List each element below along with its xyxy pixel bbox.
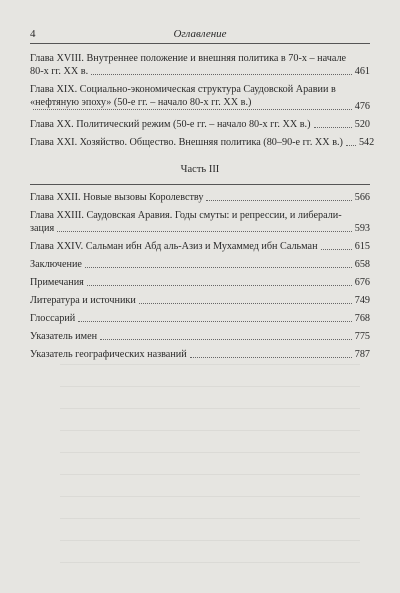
- toc-page-number: 520: [354, 119, 370, 130]
- toc-entry-title: Глава XXII. Новые вызовы Королевству: [30, 192, 204, 203]
- toc-entry-title: Глава XIX. Социально-экономическая структура Саудовской Аравии в «нефтяную эпоху» (50-е гг. – начало 80-х гг. XX в.): [30, 84, 336, 108]
- toc-entry: [30, 240, 370, 253]
- toc-entry: [30, 294, 370, 307]
- toc-page-number: 461: [354, 66, 370, 77]
- toc-entry: [30, 83, 370, 113]
- leader-dots: [85, 267, 352, 268]
- leader-dots: [78, 321, 351, 322]
- toc-entry-title: Глоссарий: [30, 313, 76, 324]
- toc-entry: [30, 276, 370, 289]
- leader-dots: [33, 109, 352, 110]
- toc-entry-title: Глава XXIII. Саудовская Аравия. Годы смуты: и репрессии, и либерали-: [30, 210, 342, 221]
- toc-entry-title: Указатель имен: [30, 331, 98, 342]
- toc-list-top: [30, 52, 375, 149]
- leader-dots: [100, 339, 352, 340]
- toc-page-number: 476: [354, 101, 370, 112]
- running-title: Оглавление: [173, 28, 227, 40]
- table-of-contents: [30, 52, 375, 366]
- part-rule: [30, 184, 370, 185]
- toc-page-number: 787: [354, 349, 370, 360]
- leader-dots: [139, 303, 352, 304]
- toc-entry-title: Литература и источники: [30, 295, 136, 306]
- toc-entry: [30, 330, 370, 343]
- bleed-through-text: [60, 350, 360, 580]
- part-title: Часть III: [180, 164, 220, 175]
- toc-page-number: 768: [354, 313, 370, 324]
- toc-entry: [30, 258, 370, 271]
- toc-entry-title-cont: 80-х гг. XX в.: [30, 66, 89, 77]
- toc-entry: [30, 118, 370, 131]
- toc-entry-title: Глава XX. Политический режим (50-е гг. – начало 80-х гг. XX в.): [30, 119, 311, 130]
- toc-page-number: 676: [354, 277, 370, 288]
- leader-dots: [57, 231, 352, 232]
- toc-page-number: 542: [358, 137, 375, 148]
- leader-dots: [91, 74, 352, 75]
- leader-dots: [206, 200, 351, 201]
- page-header: [30, 28, 370, 42]
- toc-page-number: 658: [354, 259, 370, 270]
- page-number: 4: [30, 28, 36, 40]
- toc-entry-title: Глава XVIII. Внутреннее положение и внешняя политика в 70-х – начале: [30, 53, 347, 64]
- toc-entry: [30, 191, 370, 204]
- toc-list-bottom: [30, 191, 370, 361]
- toc-entry-title: Глава XXI. Хозяйство. Общество. Внешняя политика (80–90-е гг. XX в.): [30, 137, 343, 148]
- toc-entry: [30, 136, 375, 149]
- header-rule: [30, 43, 370, 44]
- toc-entry: [30, 52, 370, 78]
- leader-dots: [87, 285, 352, 286]
- leader-dots: [321, 249, 352, 250]
- toc-page-number: 749: [354, 295, 370, 306]
- toc-entry-title: Указатель географических названий: [30, 349, 187, 360]
- toc-page-number: 566: [354, 192, 370, 203]
- toc-entry-title: Примечания: [30, 277, 84, 288]
- toc-entry-title: Глава XXIV. Сальман ибн Абд аль-Азиз и Мухаммед ибн Сальман: [30, 241, 318, 252]
- toc-page-number: 775: [354, 331, 370, 342]
- leader-dots: [346, 145, 356, 146]
- toc-page-number: 615: [354, 241, 370, 252]
- toc-entry-title-cont: зация: [30, 223, 55, 234]
- toc-entry-title: Заключение: [30, 259, 82, 270]
- leader-dots: [314, 127, 352, 128]
- toc-entry: [30, 209, 370, 235]
- toc-page-number: 593: [354, 223, 370, 234]
- toc-entry: [30, 312, 370, 325]
